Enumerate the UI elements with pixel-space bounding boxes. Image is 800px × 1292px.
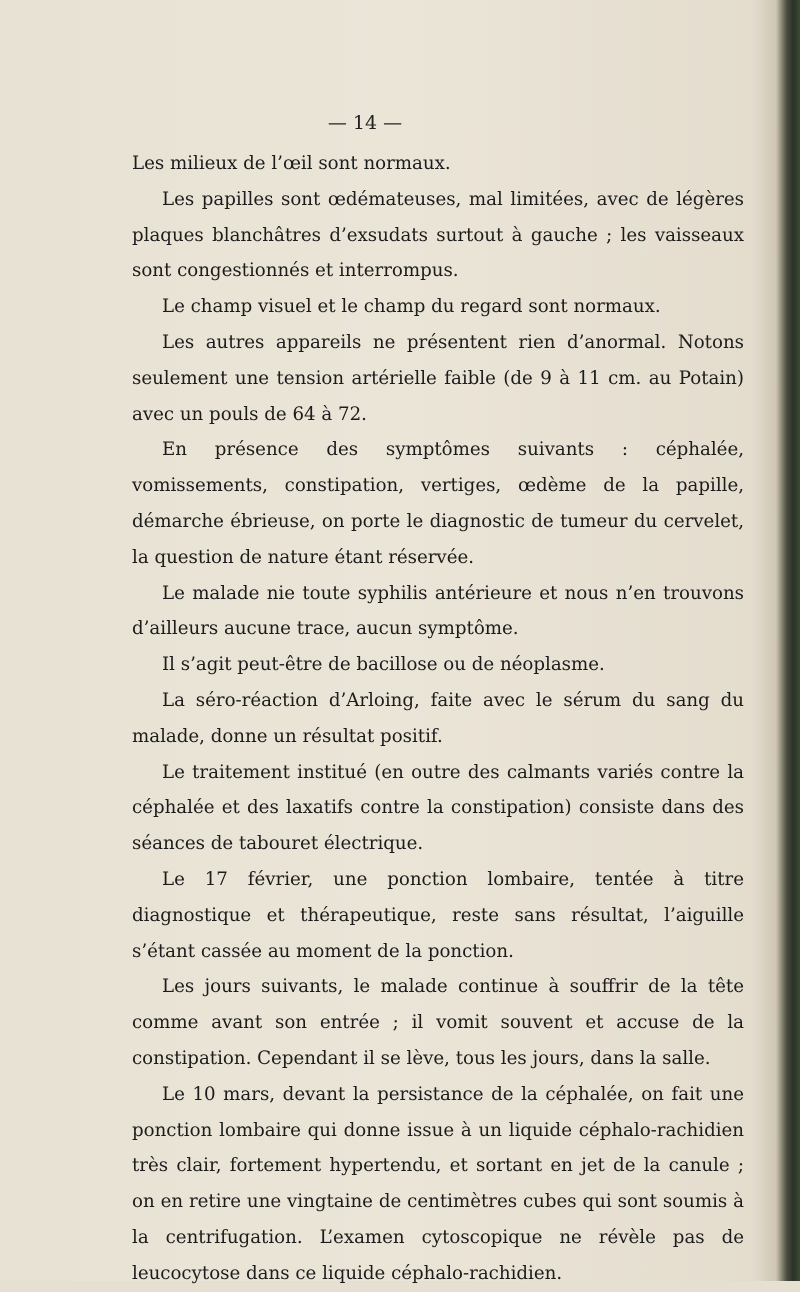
- paragraph: Le traitement institué (en outre des calmants variés contre la céphalée et des laxatifs contre la constipation) consiste dans des séances de tabouret électrique.: [132, 761, 744, 855]
- paragraph: Le malade nie toute syphilis antérieure et nous n’en trouvons d’ailleurs aucune trace, aucun symptôme.: [132, 582, 744, 640]
- paragraph: Les milieux de l’œil sont normaux.: [132, 153, 451, 174]
- paragraph: Le champ visuel et le champ du regard sont normaux.: [162, 296, 661, 318]
- page-edge-shadow: [778, 0, 800, 1281]
- paragraph: Le 17 février, une ponction lombaire, tentée à titre diagnostique et thérapeutique, reste sans résultat, l’aiguille s’étant cassée au moment de la ponction.: [132, 868, 744, 962]
- paragraph: Les autres appareils ne présentent rien d’anormal. Notons seulement une tension artérielle faible (de 9 à 11 cm. au Potain) avec un pouls de 64 à 72.: [132, 331, 744, 425]
- body-text: [132, 146, 744, 1292]
- paragraph: En présence des symptômes suivants : céphalée, vomissements, constipation, vertiges, œdème de la papille, démarche ébrieuse, on porte le diagnostic de tumeur du cervelet, la question de nature étant réservée.: [132, 439, 744, 568]
- page-number: — 14 —: [327, 112, 403, 134]
- paragraph: Les jours suivants, le malade continue à souffrir de la tête comme avant son entrée ; il vomit souvent et accuse de la constipation. Cependant il se lève, tous les jours, dans la salle.: [132, 976, 744, 1069]
- paragraph: Il s’agit peut-être de bacillose ou de néoplasme.: [162, 654, 605, 676]
- paragraph: Le 10 mars, devant la persistance de la céphalée, on fait une ponction lombaire qui donne issue à un liquide céphalo-rachidien très clair, fortement hypertendu, et sortant en jet de la canule ; on en retire une vingtaine de centimètres cubes qui sont soumis à la centrifugation. L’examen cytoscopique ne révèle pas de leucocytose dans ce liquide céphalo-rachidien.: [132, 1083, 744, 1284]
- paragraph: Les papilles sont œdémateuses, mal limitées, avec de légères plaques blanchâtres d’exsudats surtout à gauche ; les vaisseaux sont congestionnés et interrompus.: [132, 188, 744, 282]
- paragraph: La séro-réaction d’Arloing, faite avec le sérum du sang du malade, donne un résultat positif.: [132, 689, 744, 747]
